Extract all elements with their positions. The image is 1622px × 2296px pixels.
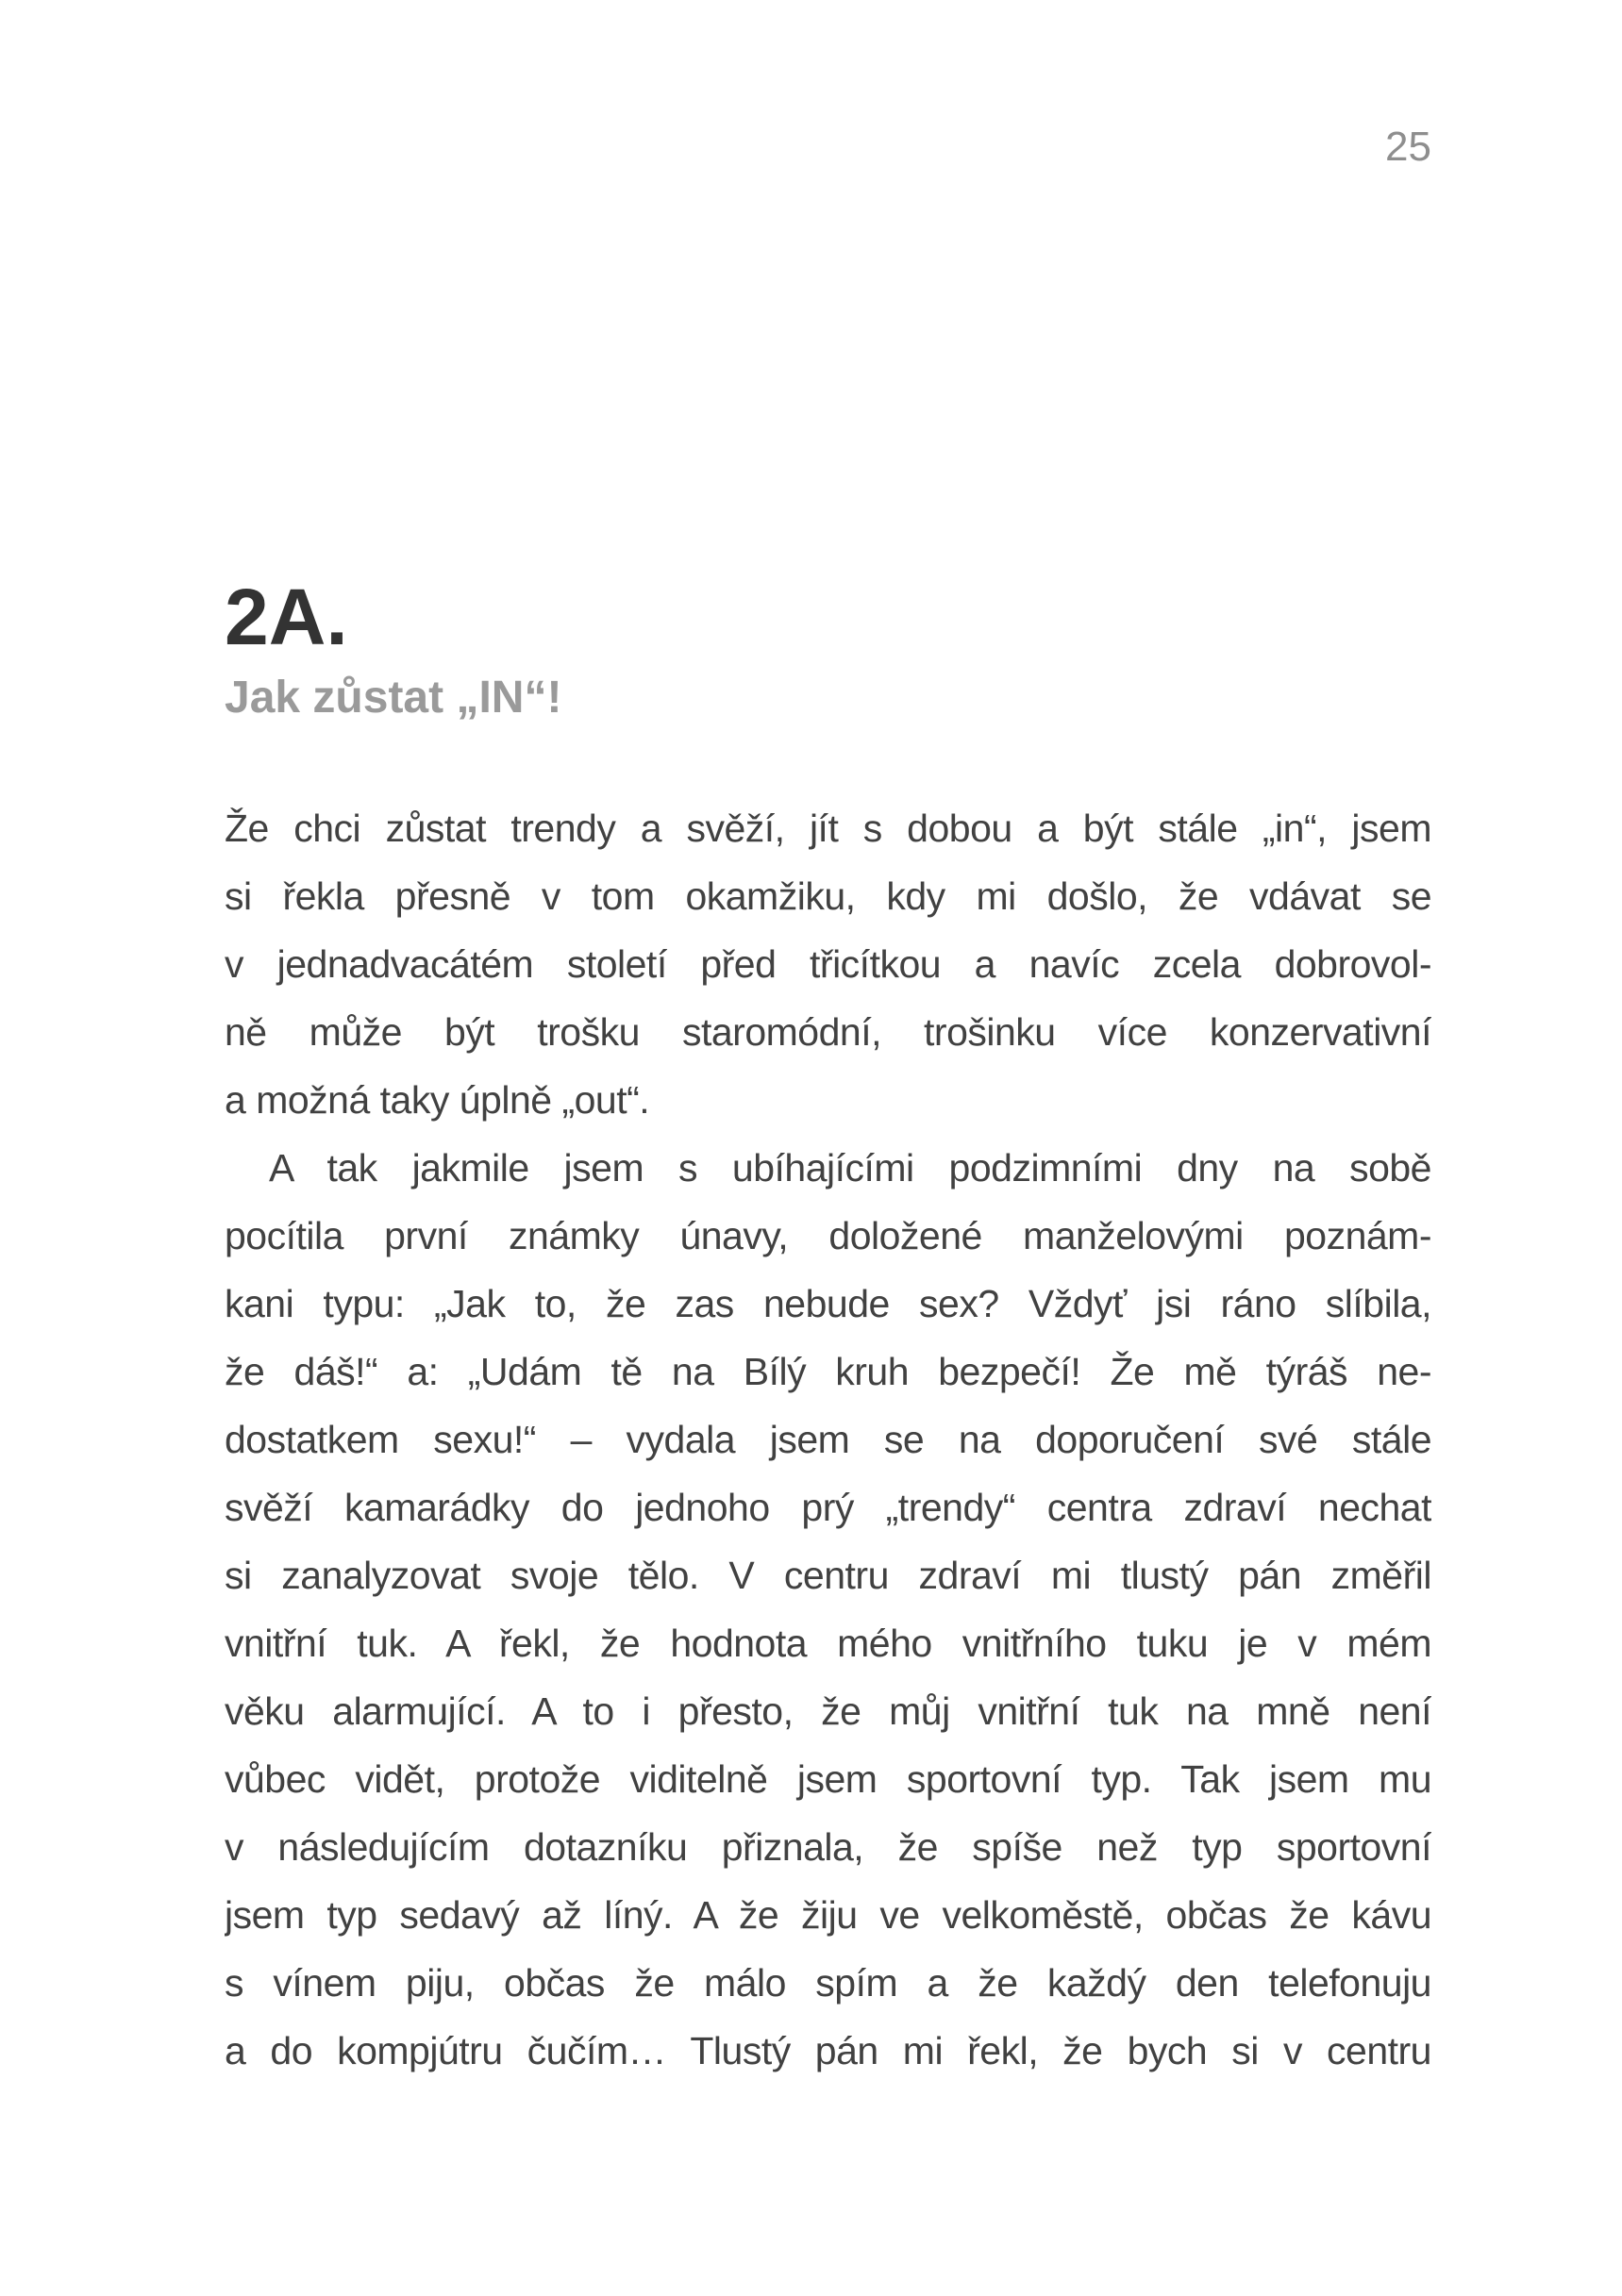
text-line: v jednadvacátém století před třicítkou a navíc zcela dobrovol- (225, 942, 1431, 986)
section-heading: 2A. (225, 573, 348, 661)
text-line: a do kompjútru čučím… Tlustý pán mi řekl, že bych si v centru (225, 2029, 1431, 2072)
text-line: kani typu: „Jak to, že zas nebude sex? Vždyť jsi ráno slíbila, (225, 1282, 1431, 1325)
text-line: dostatkem sexu!“ – vydala jsem se na doporučení své stále (225, 1418, 1431, 1461)
text-line: svěží kamarádky do jednoho prý „trendy“ centra zdraví nechat (225, 1486, 1431, 1529)
paragraph-1 (225, 794, 1431, 1134)
text-line: vůbec vidět, protože viditelně jsem sportovní typ. Tak jsem mu (225, 1757, 1431, 1801)
text-line: A tak jakmile jsem s ubíhajícími podzimními dny na sobě (269, 1146, 1431, 1190)
text-line: věku alarmující. A to i přesto, že můj vnitřní tuk na mně není (225, 1689, 1431, 1733)
text-line: že dáš!“ a: „Udám tě na Bílý kruh bezpečí! Že mě týráš ne- (225, 1350, 1431, 1393)
text-line: si zanalyzovat svoje tělo. V centru zdraví mi tlustý pán změřil (225, 1554, 1431, 1597)
text-line: si řekla přesně v tom okamžiku, kdy mi došlo, že vdávat se (225, 874, 1431, 918)
text-line: ně může být trošku staromódní, trošinku více konzervativní (225, 1010, 1431, 1054)
text-line: vnitřní tuk. A řekl, že hodnota mého vnitřního tuku je v mém (225, 1622, 1431, 1665)
text-line: v následujícím dotazníku přiznala, že spíše než typ sportovní (225, 1825, 1431, 1869)
text-line: a možná taky úplně „out“. (225, 1078, 650, 1122)
text-line: pocítila první známky únavy, doložené manželovými poznám- (225, 1214, 1431, 1257)
body-text (225, 794, 1431, 2085)
section-subheading: Jak zůstat „IN“! (225, 673, 562, 723)
text-line: s vínem piju, občas že málo spím a že každý den telefonuju (225, 1961, 1431, 2005)
paragraph-2 (225, 1134, 1431, 2085)
page-number: 25 (1385, 124, 1431, 170)
text-line: jsem typ sedavý až líný. A že žiju ve velkoměstě, občas že kávu (225, 1893, 1431, 1937)
text-line: Že chci zůstat trendy a svěží, jít s dobou a být stále „in“, jsem (225, 807, 1431, 850)
